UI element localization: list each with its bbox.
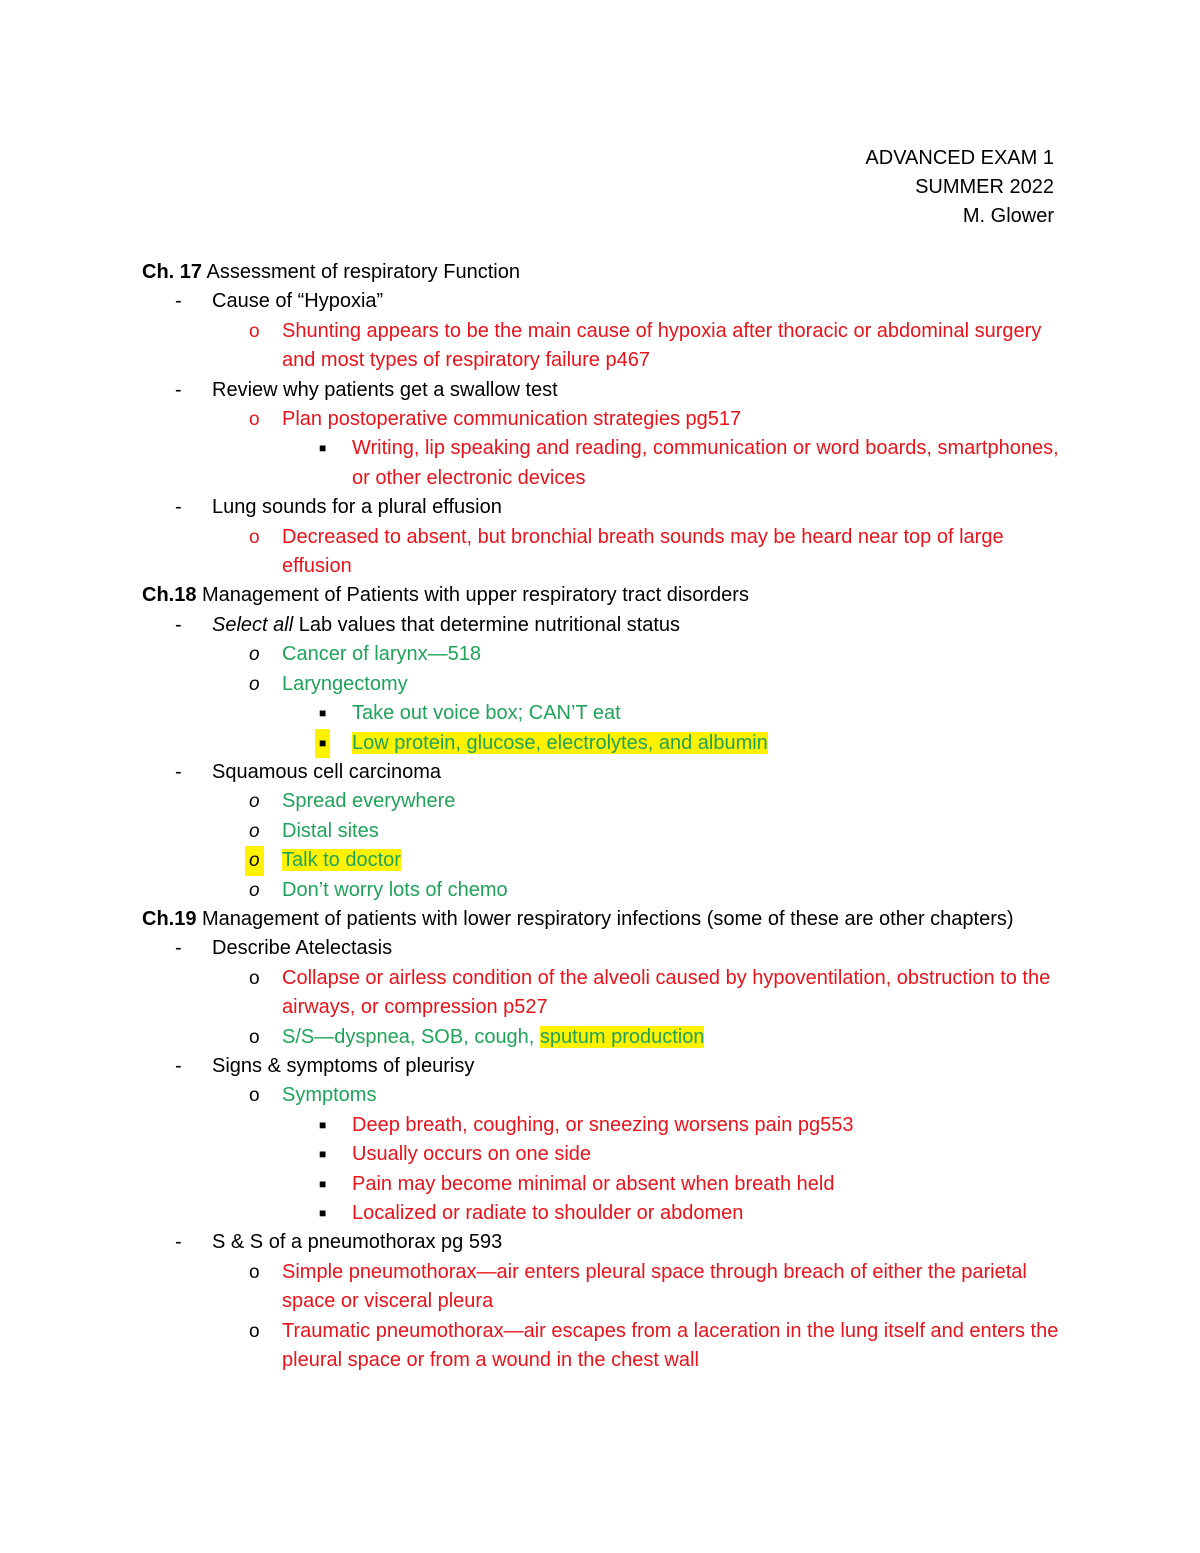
square-bullet: ■ bbox=[319, 1117, 327, 1132]
list-item bbox=[142, 876, 1072, 905]
list-item bbox=[142, 434, 1072, 493]
item-text: Decreased to absent, but bronchial breath sounds may be heard near top of large effusion bbox=[282, 525, 1004, 578]
item-text: Don’t worry lots of chemo bbox=[282, 878, 508, 901]
circle-bullet: o bbox=[249, 409, 260, 431]
exam-term: SUMMER 2022 bbox=[915, 176, 1054, 198]
item-text: Writing, lip speaking and reading, communication or word boards, smartphones, or other electronic devices bbox=[352, 437, 1059, 489]
dash-bullet: - bbox=[175, 760, 182, 783]
chapter-title: Management of Patients with upper respiratory tract disorders bbox=[196, 584, 749, 607]
dash-bullet: - bbox=[175, 1231, 182, 1254]
chapter-17-heading bbox=[142, 258, 1072, 287]
exam-title: ADVANCED EXAM 1 bbox=[865, 147, 1054, 169]
circle-bullet: o bbox=[249, 320, 260, 342]
document-header bbox=[865, 144, 1054, 231]
list-item bbox=[142, 846, 1072, 875]
list-item bbox=[142, 1170, 1072, 1199]
list-item bbox=[142, 1023, 1072, 1052]
item-text: Take out voice box; CAN’T eat bbox=[352, 702, 621, 725]
list-item bbox=[142, 1199, 1072, 1228]
circle-bullet: o bbox=[249, 879, 260, 901]
list-item bbox=[142, 493, 1072, 522]
highlighted-text: Talk to doctor bbox=[282, 849, 401, 872]
item-text: Cause of “Hypoxia” bbox=[212, 290, 384, 313]
item-text: Localized or radiate to shoulder or abdomen bbox=[352, 1202, 744, 1224]
item-text: Cancer of larynx—518 bbox=[282, 643, 481, 666]
dash-bullet: - bbox=[175, 496, 182, 519]
list-item bbox=[142, 1317, 1072, 1376]
item-text: Symptoms bbox=[282, 1084, 377, 1107]
circle-bullet: o bbox=[249, 673, 260, 695]
list-item bbox=[142, 670, 1072, 699]
list-item bbox=[142, 1258, 1072, 1317]
list-item bbox=[142, 729, 1072, 758]
dash-bullet: - bbox=[175, 1054, 182, 1077]
list-item bbox=[142, 376, 1072, 405]
circle-bullet: o bbox=[245, 846, 264, 875]
chapter-18-heading bbox=[142, 581, 1072, 610]
dash-bullet: - bbox=[175, 613, 182, 636]
item-text: S & S of a pneumothorax pg 593 bbox=[212, 1231, 503, 1254]
square-bullet: ■ bbox=[319, 1147, 327, 1162]
item-text: Review why patients get a swallow test bbox=[212, 378, 558, 401]
list-item bbox=[142, 523, 1072, 582]
item-text: Collapse or airless condition of the alveoli caused by hypoventilation, obstruction to the airways, or compression p527 bbox=[282, 966, 1051, 1019]
item-text: Pain may become minimal or absent when breath held bbox=[352, 1172, 835, 1195]
circle-bullet: o bbox=[249, 526, 260, 548]
list-item bbox=[142, 1228, 1072, 1257]
chapter-number: Ch.19 bbox=[142, 907, 197, 930]
item-text: Spread everywhere bbox=[282, 790, 456, 813]
circle-bullet: o bbox=[249, 967, 260, 989]
item-text: Traumatic pneumothorax—air escapes from a laceration in the lung itself and enters the pleural space or from a wound in the chest wall bbox=[282, 1319, 1059, 1372]
square-bullet: ■ bbox=[319, 706, 327, 721]
item-text: Describe Atelectasis bbox=[212, 937, 393, 960]
item-text: Signs & symptoms of pleurisy bbox=[212, 1054, 475, 1077]
list-item bbox=[142, 287, 1072, 316]
item-text: Simple pneumothorax—air enters pleural space through breach of either the parietal space or visceral pleura bbox=[282, 1260, 1027, 1313]
circle-bullet: o bbox=[249, 644, 260, 666]
select-all-text: Select all bbox=[212, 613, 294, 636]
chapter-19-heading bbox=[142, 905, 1072, 934]
list-item bbox=[142, 640, 1072, 669]
square-bullet: ■ bbox=[319, 1176, 327, 1191]
list-item bbox=[142, 699, 1072, 728]
list-item bbox=[142, 817, 1072, 846]
dash-bullet: - bbox=[175, 290, 182, 313]
list-item bbox=[142, 934, 1072, 963]
list-item bbox=[142, 611, 1072, 640]
chapter-number: Ch.18 bbox=[142, 584, 197, 607]
item-text: Deep breath, coughing, or sneezing worsens pain pg553 bbox=[352, 1113, 854, 1136]
item-text: Laryngectomy bbox=[282, 672, 408, 695]
square-bullet: ■ bbox=[319, 1206, 327, 1220]
list-item bbox=[142, 787, 1072, 816]
highlighted-text: sputum production bbox=[539, 1025, 705, 1048]
circle-bullet: o bbox=[249, 1026, 260, 1048]
item-text: S/S—dyspnea, SOB, cough, bbox=[282, 1025, 540, 1048]
item-text: Squamous cell carcinoma bbox=[212, 760, 441, 783]
square-bullet: ■ bbox=[315, 729, 330, 758]
item-text: Shunting appears to be the main cause of hypoxia after thoracic or abdominal surgery and most types of respiratory failure p467 bbox=[282, 319, 1042, 372]
circle-bullet: o bbox=[249, 820, 260, 842]
chapter-number: Ch. 17 bbox=[142, 261, 203, 283]
item-text: Lung sounds for a plural effusion bbox=[212, 496, 502, 519]
circle-bullet: o bbox=[249, 791, 260, 813]
chapter-title: Management of patients with lower respiratory infections (some of these are other chapters) bbox=[196, 907, 1014, 930]
author-name: M. Glower bbox=[962, 205, 1054, 227]
highlighted-text: Low protein, glucose, electrolytes, and albumin bbox=[352, 731, 768, 754]
list-item bbox=[142, 1111, 1072, 1140]
dash-bullet: - bbox=[175, 937, 182, 960]
item-text: Distal sites bbox=[282, 819, 379, 842]
chapter-title: Assessment of respiratory Function bbox=[202, 261, 520, 283]
dash-bullet: - bbox=[175, 378, 182, 401]
list-item bbox=[142, 758, 1072, 787]
circle-bullet: o bbox=[249, 1261, 260, 1283]
circle-bullet: o bbox=[249, 1320, 260, 1342]
list-item bbox=[142, 964, 1072, 1023]
list-item bbox=[142, 1081, 1072, 1110]
list-item bbox=[142, 317, 1072, 376]
circle-bullet: o bbox=[249, 1085, 260, 1107]
square-bullet: ■ bbox=[319, 441, 327, 456]
list-item bbox=[142, 1140, 1072, 1169]
item-text: Plan postoperative communication strategies pg517 bbox=[282, 408, 742, 431]
document-body bbox=[142, 258, 1072, 1375]
list-item bbox=[142, 405, 1072, 434]
item-text: Usually occurs on one side bbox=[352, 1143, 592, 1166]
list-item bbox=[142, 1052, 1072, 1081]
item-text: Lab values that determine nutritional status bbox=[293, 613, 681, 636]
